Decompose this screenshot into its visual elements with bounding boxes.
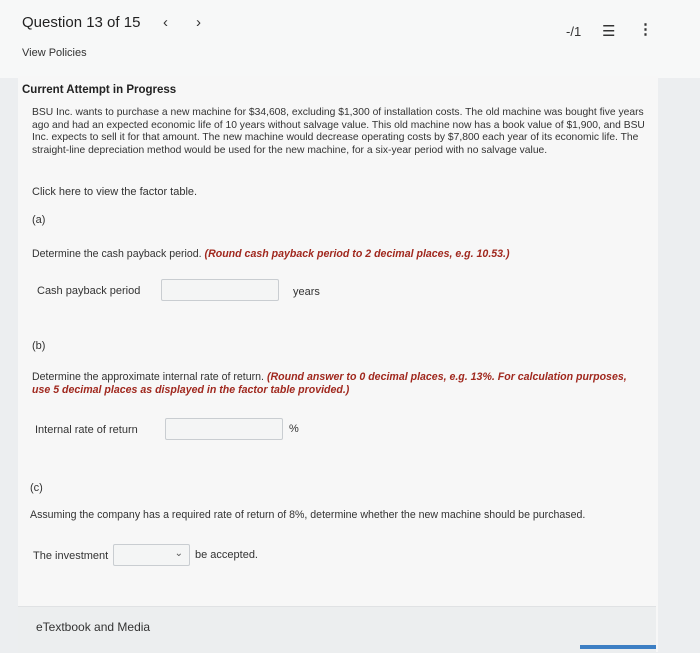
percent-unit: %	[289, 423, 299, 435]
part-c-label: (c)	[30, 482, 43, 494]
years-unit: years	[293, 286, 320, 298]
problem-statement: BSU Inc. wants to purchase a new machine for $34,608, excluding $1,300 of installation costs. The old machine was bought five years ago and had an expected economic life of 10 years without salvage value. This old machine now has a book value of $1,900, and BSU Inc. expects to sell it for that amount. The new machine would decrease operating costs by $7,800 each year of its economic life. The straight-line depreciation method would be used for the new machine, for a six-year period with no salvage value.	[32, 107, 645, 156]
more-icon[interactable]: ⋮	[638, 21, 653, 38]
previous-question-icon[interactable]: ‹	[163, 14, 168, 31]
question-header	[0, 0, 700, 78]
investment-label: The investment	[33, 550, 109, 562]
irr-input[interactable]	[165, 418, 283, 440]
part-a-label: (a)	[32, 214, 46, 226]
cash-payback-label: Cash payback period	[37, 285, 141, 297]
part-b-prompt-text: Determine the approximate internal rate of return.	[32, 371, 265, 383]
accepted-suffix: be accepted.	[195, 549, 258, 561]
list-icon[interactable]: ☰	[602, 23, 616, 40]
cash-payback-input[interactable]	[161, 279, 279, 301]
part-c-prompt: Assuming the company has a required rate of return of 8%, determine whether the new machine should be purchased.	[30, 509, 586, 521]
part-b-label: (b)	[32, 340, 46, 352]
attempt-status: Current Attempt in Progress	[22, 84, 177, 96]
accent-bar	[580, 645, 656, 649]
part-b-prompt	[32, 371, 647, 397]
chevron-down-icon: ⌄	[174, 548, 183, 559]
part-a-prompt	[32, 248, 652, 261]
part-b-hint: (Round answer to 0 decimal places, e.g. 13%. For calculation purposes, use 5 decimal places as displayed in the factor table provided.)	[32, 371, 627, 396]
irr-label: Internal rate of return	[35, 424, 138, 436]
factor-table-link[interactable]: Click here to view the factor table.	[32, 186, 198, 198]
etextbook-section[interactable]	[18, 606, 656, 653]
etextbook-label[interactable]: eTextbook and Media	[36, 620, 151, 634]
part-a-hint: (Round cash payback period to 2 decimal places, e.g. 10.53.)	[204, 248, 510, 260]
question-title: Question 13 of 15	[22, 14, 141, 31]
view-policies-link[interactable]: View Policies	[22, 47, 87, 59]
next-question-icon[interactable]: ›	[196, 14, 201, 31]
score-display: -/1	[566, 24, 582, 39]
part-a-prompt-text: Determine the cash payback period.	[32, 248, 202, 260]
investment-select[interactable]	[113, 544, 190, 566]
